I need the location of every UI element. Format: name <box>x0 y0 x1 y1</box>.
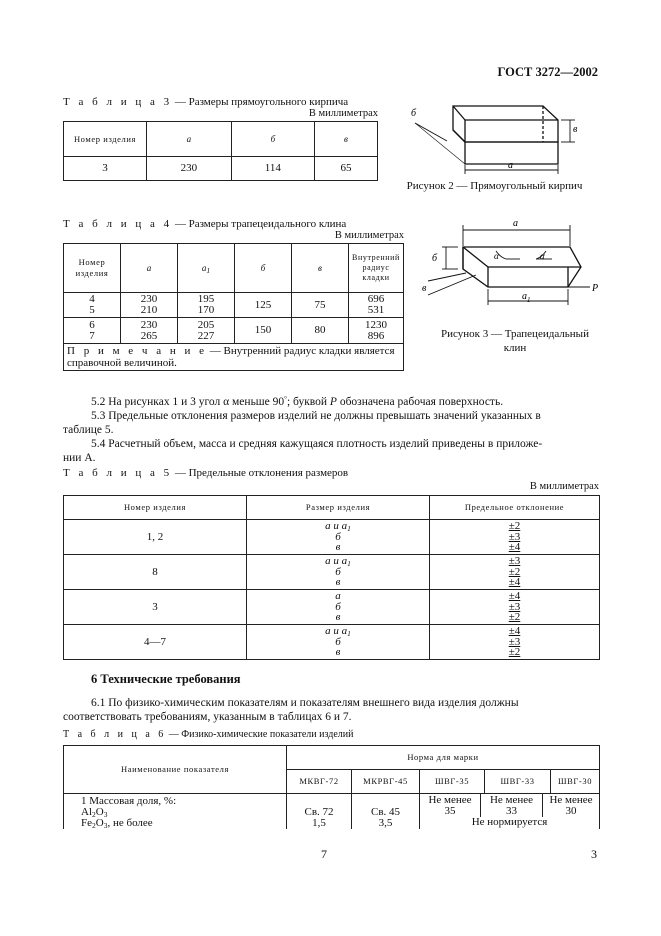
table6-header-grade: ШВГ-30 <box>551 770 600 794</box>
table4-header-num <box>64 244 121 293</box>
paragraph-5-4-line2: нии А. <box>63 452 96 464</box>
cell-value: Не менее <box>549 794 593 806</box>
cell-value: б <box>335 635 341 648</box>
figure2-label-b: б <box>411 108 417 119</box>
text: ; буквой <box>286 396 330 408</box>
table6-header-grade: ШВГ-33 <box>485 770 551 794</box>
table6-header-norm: Норма для марки <box>287 746 600 770</box>
cell-sub: 1 <box>347 524 351 534</box>
cell-value: 1230 <box>365 318 387 331</box>
table4-caption <box>63 218 346 230</box>
header-a1-sub: 1 <box>206 265 211 275</box>
cell-value: Не менее <box>489 794 534 806</box>
table3-cell: 230 <box>147 157 232 181</box>
figure3-angle-right: α <box>540 251 545 261</box>
header-line: Внутренний <box>352 253 400 262</box>
cell-value: 265 <box>140 329 158 342</box>
cell-value: ±4 <box>508 625 521 638</box>
figure2-brick-drawing <box>405 90 590 178</box>
letter-p: Р <box>329 396 337 408</box>
section6-title: 6 Технические требования <box>91 672 241 686</box>
table4-cell-radius <box>349 293 404 318</box>
cell-value: 170 <box>197 304 215 316</box>
caption-line: клин <box>503 342 527 354</box>
paragraph-6-1-line1: 6.1 По физико-химическим показателям и показателям внешнего вида изделия должны <box>91 697 519 709</box>
cell-value: 205 <box>197 318 215 331</box>
cell-value: 230 <box>140 293 158 305</box>
cell-sub: 1 <box>347 629 351 639</box>
table3-cell: 65 <box>314 157 377 181</box>
table6-cell <box>480 794 542 817</box>
table5-caption-prefix: Т а б л и ц а 5 <box>63 467 173 479</box>
table5-cell-num: 3 <box>64 590 247 625</box>
cell-value: ±3 <box>508 600 521 613</box>
text: 5.2 На рисунках 1 и 3 угол <box>91 396 224 408</box>
table-row <box>64 590 600 625</box>
table3-header-c: в <box>314 122 377 157</box>
table5-cell-size <box>247 625 430 660</box>
table4-header-radius <box>349 244 404 293</box>
table5-cell-num: 1, 2 <box>64 520 247 555</box>
table6 <box>63 745 600 829</box>
table-row <box>64 625 600 660</box>
cell-value: 6 <box>89 318 95 331</box>
table4-cell-a <box>121 318 178 344</box>
table6-cell <box>542 794 599 817</box>
degree-symbol: ° <box>284 395 287 403</box>
cell-value: в <box>335 541 341 554</box>
cell-value: б <box>335 530 341 543</box>
label-a1-main: а <box>522 291 527 302</box>
table5-cell-num: 8 <box>64 555 247 590</box>
table3-cell: 114 <box>231 157 314 181</box>
table6-header-grade: МКВГ-72 <box>287 770 352 794</box>
table3-caption <box>63 96 348 108</box>
table6-cell <box>352 794 420 830</box>
cell-value: 195 <box>197 293 215 305</box>
table4-header-a: а <box>121 244 178 293</box>
figure2-label-a: а <box>508 160 513 171</box>
paragraph-5-2 <box>63 396 599 410</box>
document-id: ГОСТ 3272—2002 <box>497 65 598 79</box>
table4-caption-prefix: Т а б л и ц а 4 <box>63 218 173 230</box>
paragraph-5-3-line2: таблице 5. <box>63 424 114 436</box>
cell-value: Не менее <box>428 794 472 806</box>
table6-header-grade: МКРВГ-45 <box>352 770 420 794</box>
chem-part: O <box>95 806 104 818</box>
cell-value: 35 <box>444 805 456 817</box>
table4-cell-a1 <box>178 318 235 344</box>
cell-value: 696 <box>367 293 385 305</box>
figure3-label-a1 <box>522 291 531 304</box>
table6-header-grade: ШВГ-35 <box>420 770 485 794</box>
cell-value: 30 <box>565 805 577 817</box>
table3-caption-prefix: Т а б л и ц а 3 <box>63 96 173 108</box>
cell-value: а и а <box>325 625 348 638</box>
table6-cell <box>287 794 352 830</box>
table3-header-b: б <box>231 122 314 157</box>
table6-caption-text: — Физико-химические показатели изделий <box>166 729 354 740</box>
table3-header-a: а <box>147 122 232 157</box>
table5-caption-text: — Предельные отклонения размеров <box>172 467 349 479</box>
table5-header-dev: Предельное отклонение <box>430 496 600 520</box>
table-row <box>64 555 600 590</box>
paragraph-6-1-line2: соответствовать требованиям, указанным в таблицах 6 и 7. <box>63 711 352 723</box>
cell-value: 1,5 <box>312 817 326 829</box>
cell-value: 3,5 <box>378 817 393 829</box>
caption-line: Рисунок 3 — Трапецеидальный <box>441 328 589 340</box>
table5-caption <box>63 467 348 479</box>
table4-cell-num <box>64 293 121 318</box>
table-row <box>64 520 600 555</box>
header-a1-main: а <box>201 262 207 273</box>
table4-cell-radius <box>349 318 404 344</box>
cell-value: ±2 <box>508 646 521 659</box>
chem-part: Fe <box>81 817 92 829</box>
figure2-caption: Рисунок 2 — Прямоугольный кирпич <box>406 180 583 192</box>
table6-cell-label <box>64 794 287 830</box>
cell-value: 227 <box>197 329 215 342</box>
header-line: изделия <box>75 268 109 278</box>
figure3-caption <box>420 327 610 355</box>
cell-value: в <box>335 576 341 589</box>
cell-value: ±3 <box>508 635 521 648</box>
chem-part: , не более <box>107 817 153 829</box>
cell-value: ±4 <box>508 576 521 589</box>
table6-cell-not-normed: Не нормируется <box>471 816 548 828</box>
cell-value: 33 <box>506 805 517 817</box>
header-line: Номер <box>78 257 106 267</box>
chem-part: O <box>95 817 104 829</box>
header-line: кладки <box>362 273 390 282</box>
table3-cell: 3 <box>64 157 147 181</box>
cell-value: 210 <box>140 304 158 316</box>
figure3-angle-left: α <box>494 251 499 261</box>
table4-cell-a1 <box>178 293 235 318</box>
table5-header-size: Размер изделия <box>247 496 430 520</box>
figure3-label-c: в <box>422 283 427 294</box>
page-number-right: 3 <box>591 847 597 861</box>
table3-unit: В миллиметрах <box>308 108 378 119</box>
table5-cell-size <box>247 520 430 555</box>
table6-header-name: Наименование показателя <box>64 746 287 794</box>
row-label: 1 Массовая доля, %: <box>81 795 177 807</box>
table5-cell-size <box>247 555 430 590</box>
figure3-wedge-drawing <box>418 215 608 325</box>
table6-caption-prefix: Т а б л и ц а 6 <box>63 729 167 740</box>
cell-value: ±2 <box>508 611 521 624</box>
table4-note <box>64 344 404 371</box>
cell-value: Св. 45 <box>370 806 401 818</box>
table5-header-num: Номер изделия <box>64 496 247 520</box>
cell-value: 531 <box>367 304 385 316</box>
paragraph-5-4-line1: 5.4 Расчетный объем, масса и средняя кажущаяся плотность изделий приведены в приложе- <box>91 438 543 450</box>
cell-value: Св. 72 <box>304 806 334 818</box>
chem-sub: 3 <box>103 821 108 830</box>
note-text: — Внутренний радиус кладки является <box>207 345 395 357</box>
figure3-label-a: а <box>513 218 518 229</box>
cell-value: а и а <box>325 520 348 533</box>
table4-cell-b: 125 <box>235 293 292 318</box>
table5-cell-dev <box>430 590 600 625</box>
cell-sub: 1 <box>347 559 351 569</box>
cell-value: ±4 <box>508 541 521 554</box>
figure2-label-c: в <box>573 124 578 135</box>
table4-header-c: в <box>292 244 349 293</box>
chem-part: Al <box>81 806 92 818</box>
cell-value: ±4 <box>508 590 521 603</box>
note-text: справочной величиной. <box>67 357 177 369</box>
table5-cell-num: 4—7 <box>64 625 247 660</box>
alpha-symbol: α <box>223 396 230 408</box>
page-number-center: 7 <box>321 847 327 861</box>
table3-header-num: Номер изделия <box>64 122 147 157</box>
table4 <box>63 243 404 371</box>
table6-cell-group <box>420 794 600 830</box>
cell-value: 230 <box>140 318 158 331</box>
table4-header-b: б <box>235 244 292 293</box>
chem-sub: 2 <box>92 821 96 830</box>
cell-value: ±3 <box>508 555 521 568</box>
cell-value: ±2 <box>508 565 521 578</box>
figure3-label-b: б <box>432 253 438 264</box>
chem-sub: 3 <box>103 810 108 819</box>
cell-value: а <box>335 590 341 603</box>
cell-value: б <box>335 565 341 578</box>
figure3-label-p: Р <box>592 283 599 294</box>
table4-cell-b: 150 <box>235 318 292 344</box>
table6-cell <box>420 794 480 817</box>
label-a1-sub: 1 <box>527 296 531 304</box>
cell-value: б <box>335 600 341 613</box>
table4-caption-text: — Размеры трапецеидального клина <box>172 218 347 230</box>
table5-cell-dev <box>430 555 600 590</box>
table4-cell-c: 80 <box>292 318 349 344</box>
paragraph-5-3-line1: 5.3 Предельные отклонения размеров изделий не должны превышать значений указанных в <box>91 410 541 422</box>
table4-cell-num <box>64 318 121 344</box>
table5-unit: В миллиметрах <box>529 481 599 492</box>
cell-value: в <box>335 611 341 624</box>
table3 <box>63 121 378 181</box>
table6-caption <box>63 729 353 740</box>
table5 <box>63 495 600 660</box>
table4-header-a1 <box>178 244 235 293</box>
table-row <box>64 794 600 830</box>
table4-unit: В миллиметрах <box>334 230 404 241</box>
cell-value: ±2 <box>508 520 521 533</box>
table5-cell-size <box>247 590 430 625</box>
table4-cell-c: 75 <box>292 293 349 318</box>
table5-cell-dev <box>430 520 600 555</box>
cell-value: 4 <box>89 293 95 305</box>
cell-value: 896 <box>367 329 385 342</box>
text: меньше 90 <box>229 396 285 408</box>
header-line: радиус <box>362 263 390 272</box>
cell-value: 7 <box>89 329 95 342</box>
note-label: П р и м е ч а н и е <box>67 345 207 357</box>
cell-value: 5 <box>89 304 95 316</box>
cell-value: а и а <box>325 555 348 568</box>
table3-caption-text: — Размеры прямоугольного кирпича <box>172 96 349 108</box>
cell-value: в <box>335 646 341 659</box>
cell-value: ±3 <box>508 530 521 543</box>
table5-cell-dev <box>430 625 600 660</box>
table4-cell-a <box>121 293 178 318</box>
chem-sub: 2 <box>92 810 96 819</box>
text: обозначена рабочая поверхность. <box>336 396 504 408</box>
